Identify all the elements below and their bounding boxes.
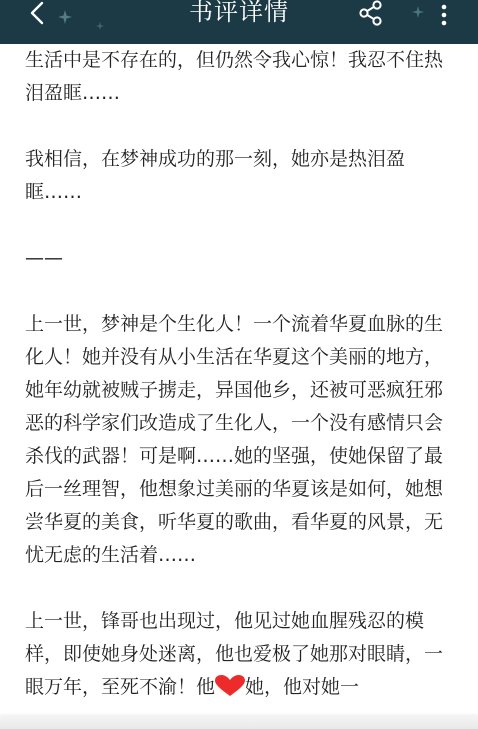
review-text: 她，他对她一 — [245, 676, 360, 698]
review-paragraph: 生活中是不存在的，但仍然令我心惊！我忍不住热泪盈眶…… — [25, 49, 444, 104]
more-button[interactable] — [436, 0, 452, 28]
review-body — [25, 44, 455, 704]
share-button[interactable] — [356, 0, 386, 26]
review-text: 上一世，锋哥也出现过，他见过她血腥残忍的模样，即使她身处迷离，他也爱极了她那对眼睛，一眼万年，至死不渝！他 — [25, 610, 444, 698]
heart-icon — [215, 675, 245, 697]
review-paragraph — [25, 605, 455, 704]
review-paragraph: 上一世，梦神是个生化人！一个流着华夏血脉的生化人！她并没有从小生活在华夏这个美丽的地方，她年幼就被贼子掳走，异国他乡，还被可恶疯狂邪恶的科学家们改造成了生化人，一个没有感情只会杀伐的武器！可是啊……她的坚强，使她保留了最后一丝理智，他想象过美丽的华夏该是如何，她想尝华夏的美食，听华夏的歌曲，看华夏的风景，无忧无虑的生活着…… — [25, 313, 444, 566]
more-vertical-icon — [441, 1, 447, 27]
review-paragraph: 我相信，在梦神成功的那一刻，她亦是热泪盈眶…… — [25, 148, 406, 203]
share-icon — [357, 0, 385, 26]
bottom-edge — [0, 716, 478, 729]
section-divider: —— — [25, 247, 63, 269]
top-navigation-bar — [0, 0, 478, 44]
page-title: 书评详情 — [189, 0, 289, 26]
